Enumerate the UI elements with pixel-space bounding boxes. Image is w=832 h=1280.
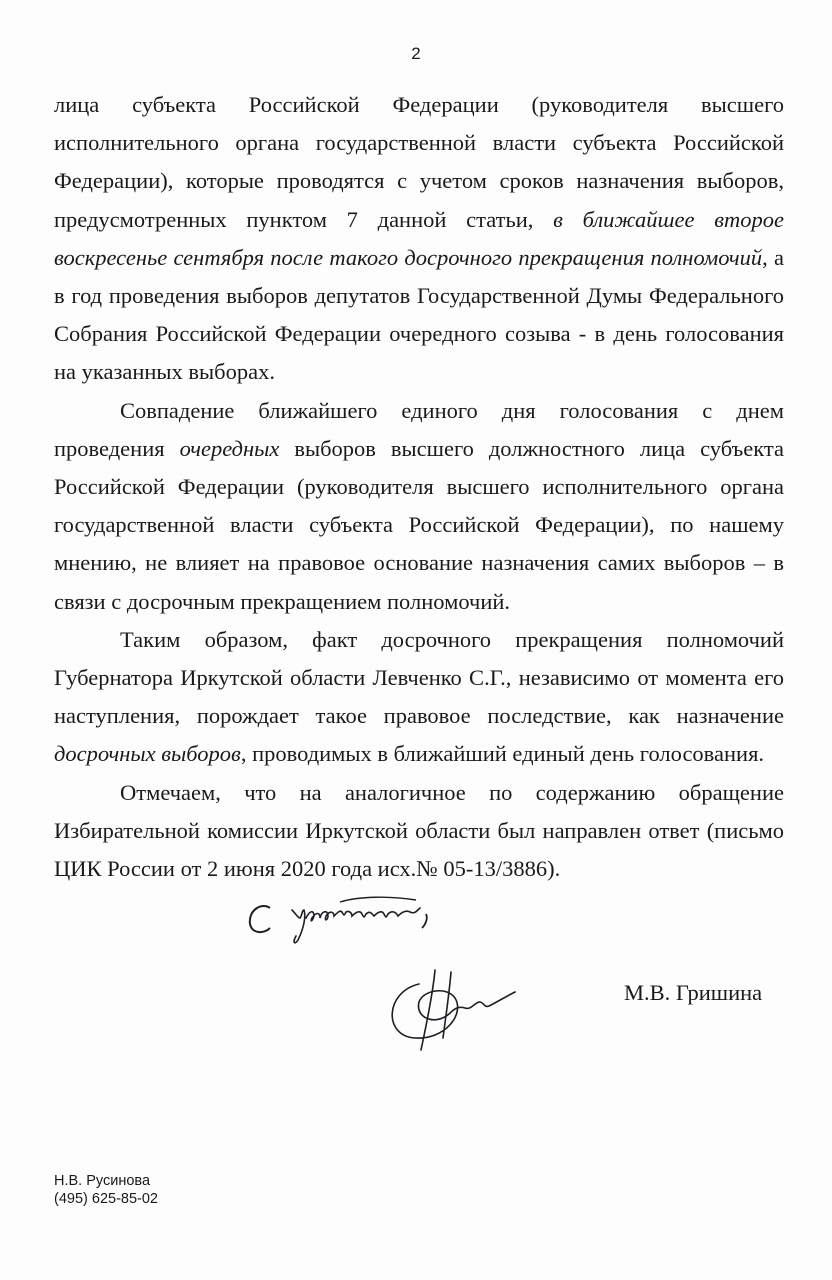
executor-block [54,1172,158,1208]
text-run: Отмечаем, что на аналогичное по содержанию обращение Избирательной комиссии Иркутской области был направлен ответ (письмо ЦИК России от 2 июня 2020 года исх.№ 05-13/3886). [54,779,784,882]
paragraph [54,621,784,774]
executor-phone: (495) 625-85-02 [54,1191,158,1207]
text-run: , а в год проведения выборов депутатов Государственной Думы Федерального Собрания Российской Федерации очередного созыва - в день голосования на указанных выборах. [54,244,784,385]
italic-text: в ближайшее второе воскресенье сентября после такого досрочного прекращения полномочий [54,206,784,270]
page-number: 2 [411,44,421,63]
signer-name: М.В. Гришина [624,980,763,1005]
signature [375,962,525,1057]
paragraph [54,774,784,889]
italic-text: очередных [179,435,280,461]
text-run: Совпадение ближайшего единого дня голосования с днем проведения [54,397,784,461]
executor-name: Н.В. Русинова [54,1173,151,1189]
text-run: , проводимых в ближайший единый день голосования. [240,741,765,767]
text-run: выборов высшего должностного лица субъекта Российской Федерации (руководителя высшего исполнительного органа государственной власти субъекта Российской Федерации), по нашему мнению, не влияет на правовое основание назначения самих выборов – в связи с досрочным прекращением полномочий. [54,435,784,614]
letter-body [54,86,784,888]
italic-text: досрочных выборов [54,741,241,767]
text-run: лица субъекта Российской Федерации (руководителя высшего исполнительного органа государственной власти субъекта Российской Федерации), которые проводятся с учетом сроков назначения выборов, предусмотренных пунктом 7 данной статьи, [54,92,784,232]
text-run: Таким образом, факт досрочного прекращения полномочий Губернатора Иркутской области Левченко С.Г., независимо от момента его наступления, порождает такое правовое последствие, как назначение [54,626,784,729]
closing-handwritten [240,888,470,948]
paragraph [54,392,784,621]
paragraph [54,86,784,392]
